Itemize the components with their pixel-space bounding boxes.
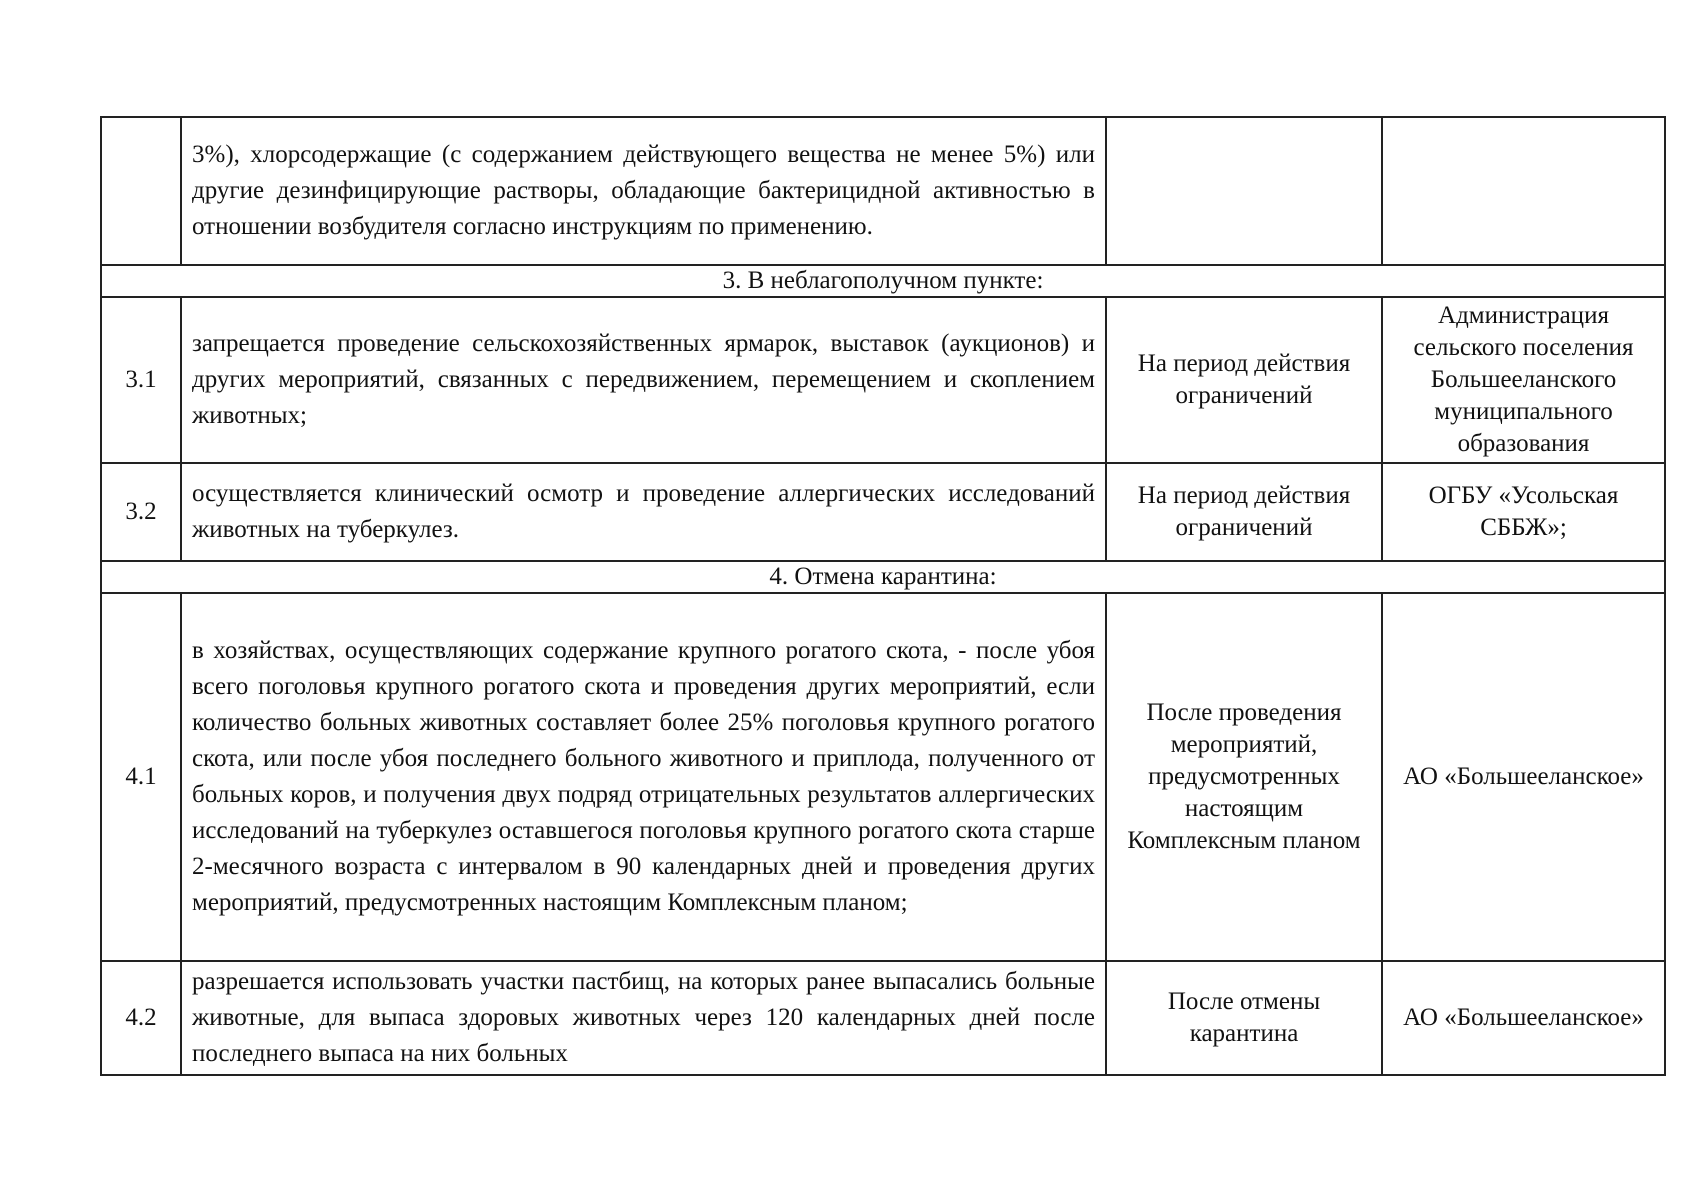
measure-text-cell: осуществляется клинический осмотр и проведение аллергических исследований животных на туберкулез. — [181, 463, 1106, 561]
row-number-cell: 4.2 — [101, 961, 181, 1075]
measure-text-cell: в хозяйствах, осуществляющих содержание крупного рогатого скота, - после убоя всего поголовья крупного рогатого скота и проведения других мероприятий, если количество больных животных составляет более 25% поголовья крупного рогатого скота, или после убоя последнего больного животного и приплода, полученного от больных коров, и получения двух подряд отрицательных результатов аллергических исследований на туберкулез оставшегося поголовья крупного рогатого скота старше 2-месячного возраста с интервалом в 90 календарных дней и проведения других мероприятий, предусмотренных настоящим Комплексным планом; — [181, 593, 1106, 961]
row-number-cell: 3.1 — [101, 297, 181, 463]
table-row — [101, 463, 1665, 561]
table-row — [101, 297, 1665, 463]
term-cell: На период действия ограничений — [1106, 463, 1382, 561]
term-cell: На период действия ограничений — [1106, 297, 1382, 463]
term-cell: После проведения мероприятий, предусмотренных настоящим Комплексным планом — [1106, 593, 1382, 961]
measure-text-cell: разрешается использовать участки пастбищ, на которых ранее выпасались больные животные, для выпаса здоровых животных через 120 календарных дней после последнего выпаса на них больных — [181, 961, 1106, 1075]
complex-plan-table — [100, 116, 1666, 1076]
term-cell: После отмены карантина — [1106, 961, 1382, 1075]
table-row — [101, 593, 1665, 961]
table-row — [101, 117, 1665, 265]
row-number-cell: 4.1 — [101, 593, 181, 961]
responsible-cell: ОГБУ «Усольская СББЖ»; — [1382, 463, 1665, 561]
section-title: 3. В неблагополучном пункте: — [101, 265, 1665, 297]
responsible-cell: Администрация сельского поселения Большееланского муниципального образования — [1382, 297, 1665, 463]
table-row — [101, 961, 1665, 1075]
responsible-cell — [1382, 117, 1665, 265]
row-number-cell: 3.2 — [101, 463, 181, 561]
measure-text-cell: запрещается проведение сельскохозяйственных ярмарок, выставок (аукционов) и других мероприятий, связанных с передвижением, перемещением и скоплением животных; — [181, 297, 1106, 463]
section-title: 4. Отмена карантина: — [101, 561, 1665, 593]
measure-text-cell: 3%), хлорсодержащие (с содержанием действующего вещества не менее 5%) или другие дезинфицирующие растворы, обладающие бактерицидной активностью в отношении возбудителя согласно инструкциям по применению. — [181, 117, 1106, 265]
responsible-cell: АО «Большееланское» — [1382, 593, 1665, 961]
row-number-cell — [101, 117, 181, 265]
section-header-row — [101, 265, 1665, 297]
term-cell — [1106, 117, 1382, 265]
section-header-row — [101, 561, 1665, 593]
responsible-cell: АО «Большееланское» — [1382, 961, 1665, 1075]
